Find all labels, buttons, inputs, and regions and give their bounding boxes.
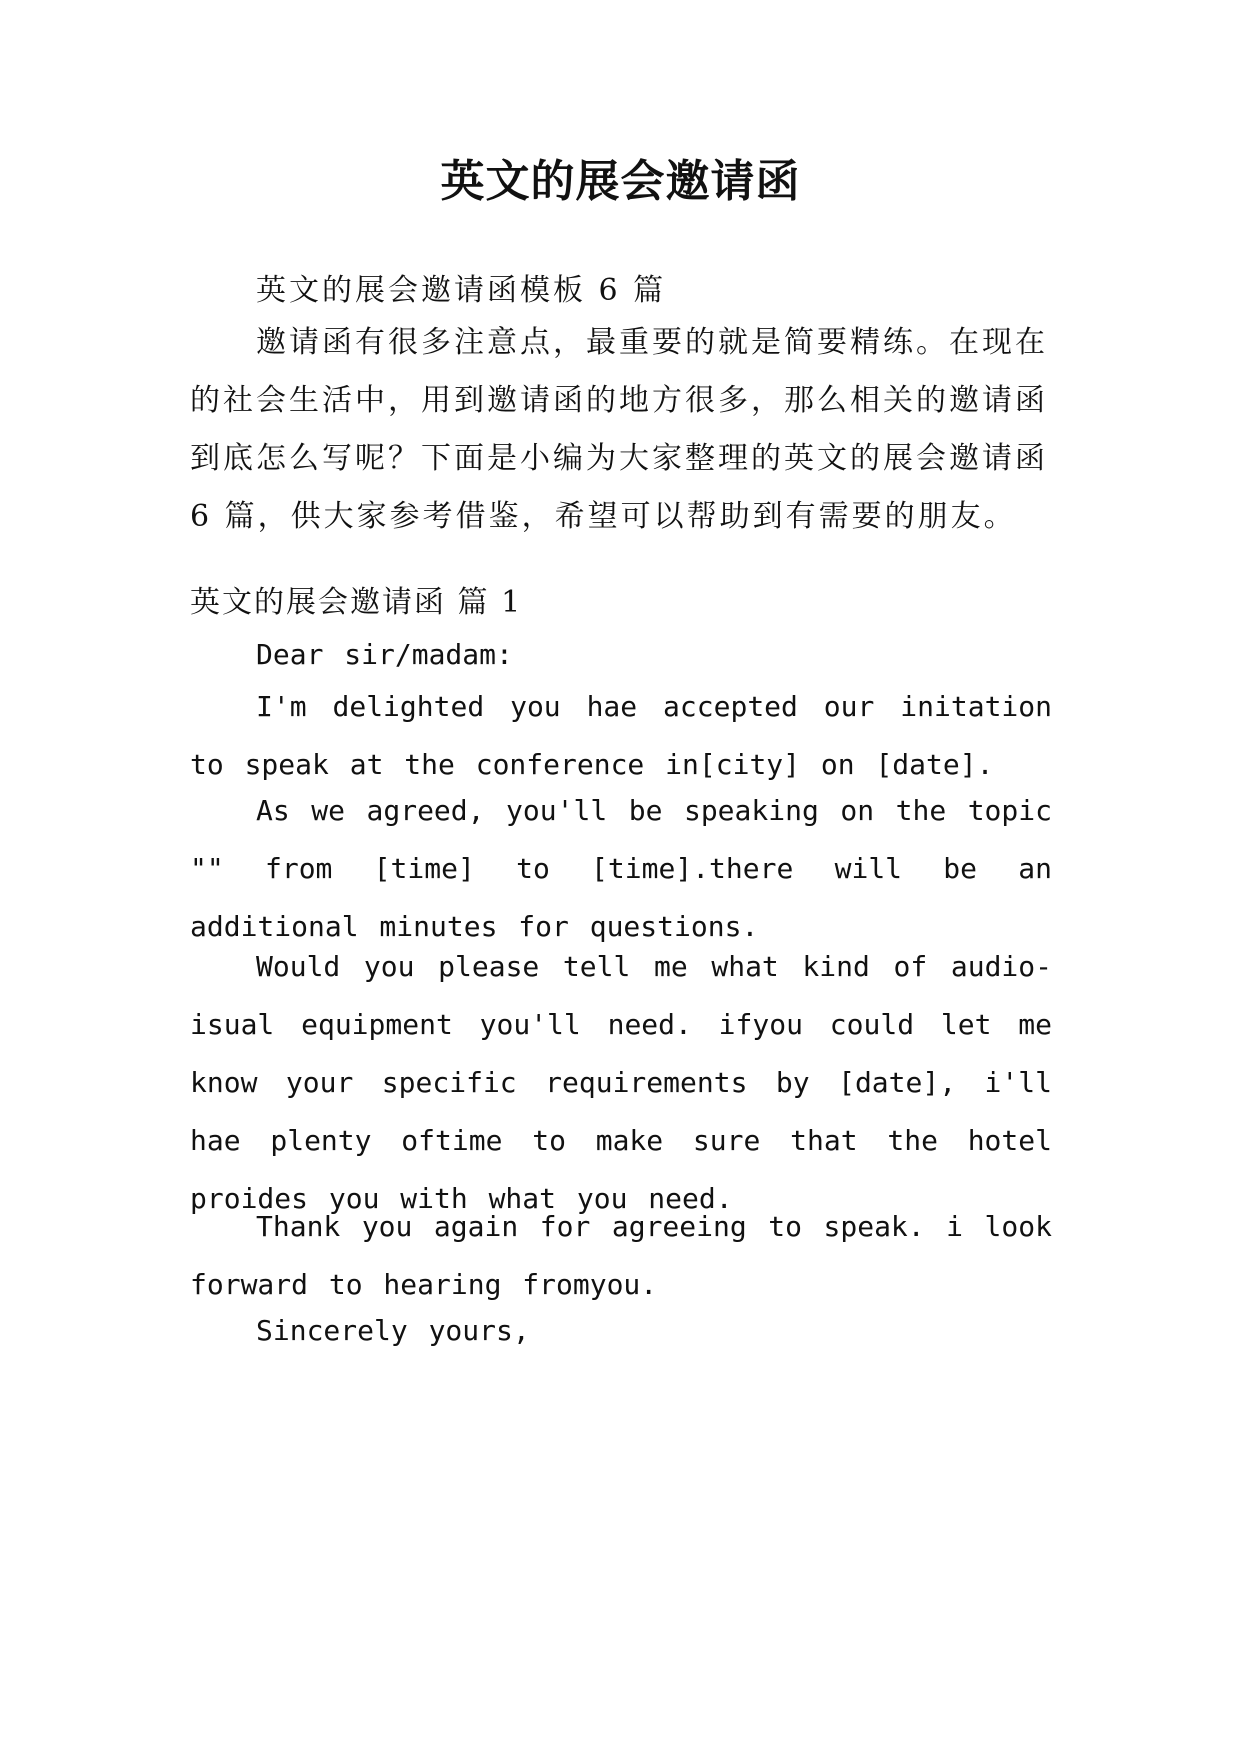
intro-text: 邀请函有很多注意点，最重要的就是简要精练。在现在的社会生活中，用到邀请函的地方很多，那么相关的邀请函到底怎么写呢？下面是小编为大家整理的英文的展会邀请函 6 篇，供大家参考借鉴，希望可以帮助到有需要的朋友。 — [190, 325, 1048, 534]
letter-greeting-paragraph — [190, 626, 1052, 684]
section-heading: 英文的展会邀请函 篇 1 — [190, 585, 523, 620]
letter-paragraph-2 — [190, 782, 1052, 956]
subtitle-paragraph — [190, 262, 1052, 320]
letter-closing: Sincerely yours, — [256, 1314, 530, 1347]
letter-paragraph-1 — [190, 678, 1052, 794]
document-title: 英文的展会邀请函 — [440, 156, 801, 207]
subtitle-text: 英文的展会邀请函模板 6 篇 — [256, 273, 667, 308]
letter-p3-text: Would you please tell me what kind of audio-isual equipment you'll need. ifyou could let me know your specific requirements by [date], i'll hae plenty oftime to make sure that the hotel proides you with what you need. — [190, 950, 1052, 1215]
letter-p4-text: Thank you again for agreeing to speak. i look forward to hearing fromyou. — [190, 1210, 1052, 1301]
intro-paragraph — [190, 314, 1052, 546]
letter-paragraph-4 — [190, 1198, 1052, 1314]
letter-p2-text: As we agreed, you'll be speaking on the topic "" from [time] to [time].there will be an additional minutes for questions. — [190, 794, 1052, 943]
letter-paragraph-3 — [190, 938, 1052, 1228]
letter-p1-text: I'm delighted you hae accepted our initation to speak at the conference in[city] on [date]. — [190, 690, 1052, 781]
letter-closing-paragraph — [190, 1302, 1052, 1360]
letter-greeting: Dear sir/madam: — [256, 638, 513, 671]
